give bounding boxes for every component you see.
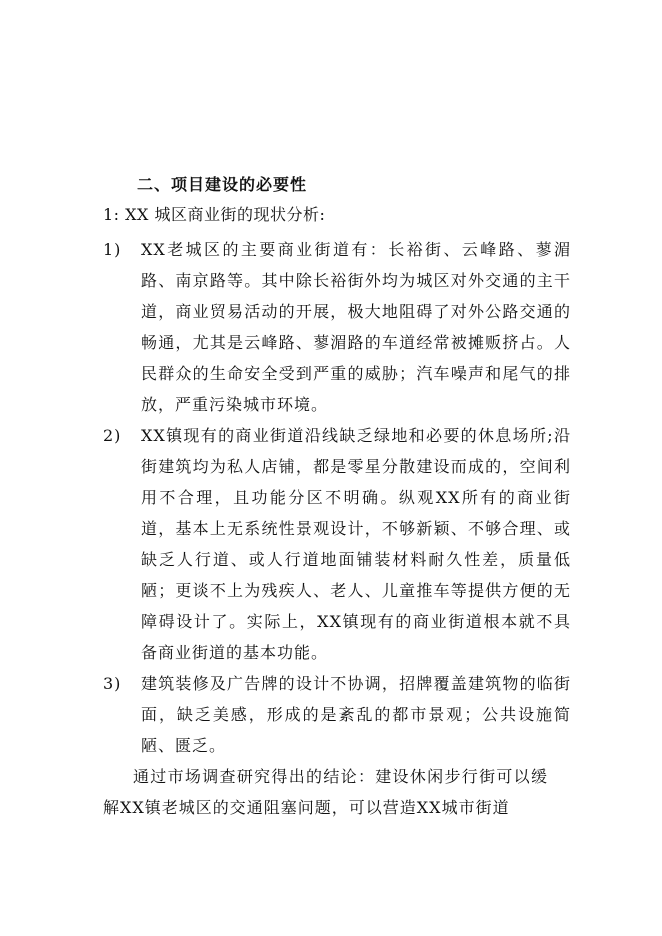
list-item-text: XX老城区的主要商业街道有：长裕街、云峰路、蓼湄路、南京路等。其中除长裕街外均为城区对外交通的主干道，商业贸易活动的开展，极大地阻碍了对外公路交通的畅通，尤其是云峰路、蓼湄路的车道经常被摊贩挤占。人民群众的生命安全受到严重的威胁；汽车噪声和尾气的排放，严重污染城市环境。 xyxy=(141,240,571,414)
conclusion-paragraph: 通过市场调查研究得出的结论：建设休闲步行街可以缓解XX镇老城区的交通阻塞问题，可以营造XX城市街道 xyxy=(103,767,548,817)
section-heading: 二、项目建设的必要性 xyxy=(137,175,308,194)
list-item-marker: 2) xyxy=(103,426,122,445)
list-item-marker: 1) xyxy=(103,240,122,259)
list-item-text: 建筑装修及广告牌的设计不协调，招牌覆盖建筑物的临街面，缺乏美感，形成的是紊乱的都市景观；公共设施简陋、匮乏。 xyxy=(141,674,571,755)
list-item-marker: 3) xyxy=(103,674,122,693)
list-item-text: XX镇现有的商业街道沿线缺乏绿地和必要的休息场所;沿街建筑均为私人店铺，都是零星分散建设而成的，空间利用不合理，且功能分区不明确。纵观XX所有的商业街道，基本上无系统性景观设计，不够新颖、不够合理、或缺乏人行道、或人行道地面铺装材料耐久性差，质量低陋；更谈不上为残疾人、老人、儿童推车等提供方便的无障碍设计了。实际上，XX镇现有的商业街道根本就不具备商业街道的基本功能。 xyxy=(141,426,571,662)
subheading: 1: XX 城区商业街的现状分析: xyxy=(103,205,326,224)
